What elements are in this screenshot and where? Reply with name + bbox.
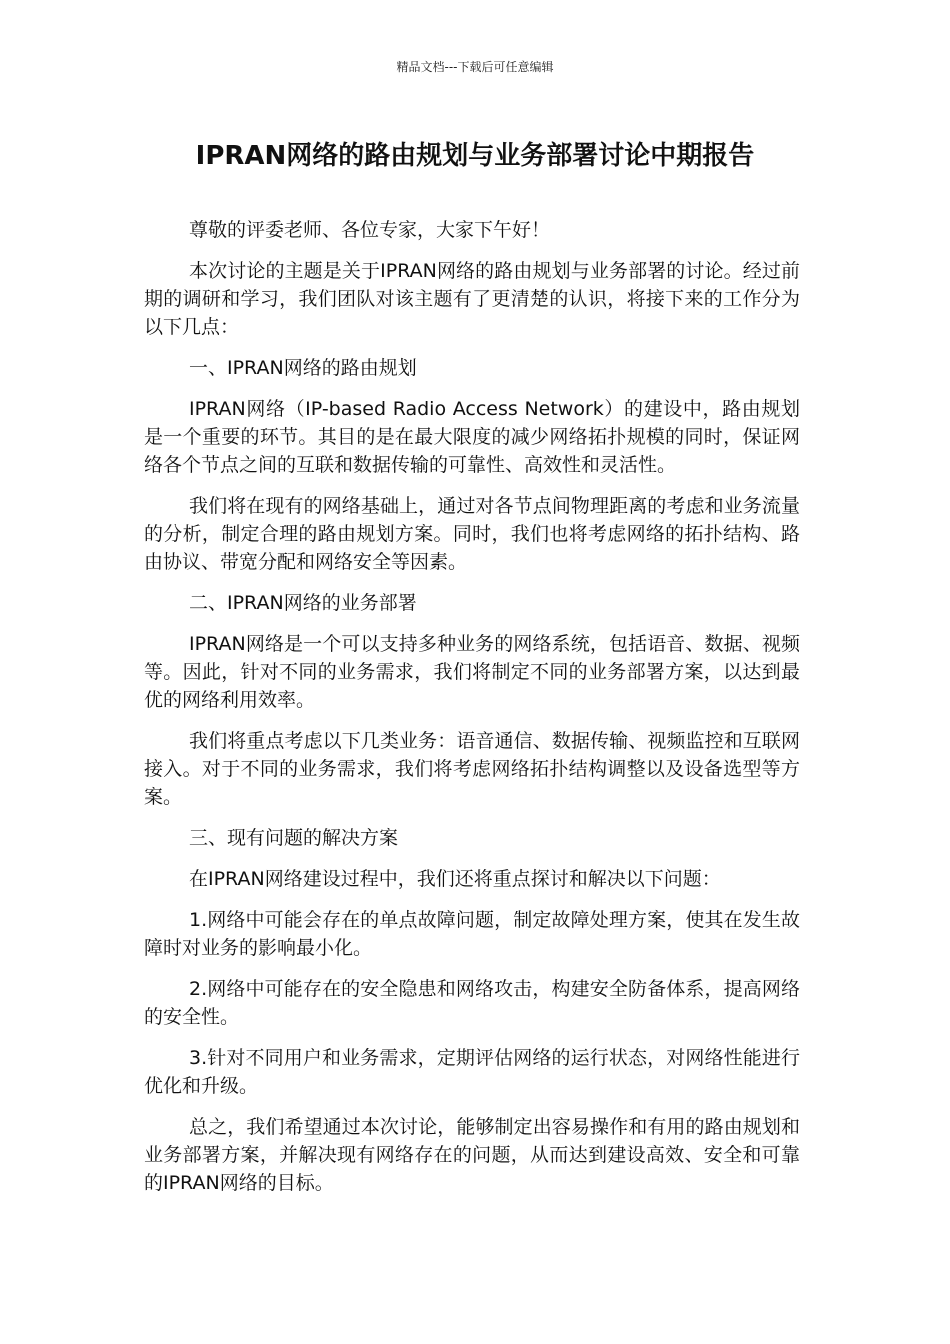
body-paragraph: IPRAN网络（IP-based Radio Access Network）的建设中，路由规划是一个重要的环节。其目的是在最大限度的减少网络拓扑规模的同时，保证网络各个节点之间的互联和数据传输的可靠性、高效性和灵活性。 (144, 398, 800, 476)
list-item: 1.网络中可能会存在的单点故障问题，制定故障处理方案，使其在发生故障时对业务的影响最小化。 (144, 909, 800, 959)
conclusion-paragraph: 总之，我们希望通过本次讨论，能够制定出容易操作和有用的路由规划和业务部署方案，并解决现有网络存在的问题，从而达到建设高效、安全和可靠的IPRAN网络的目标。 (144, 1116, 800, 1194)
section-heading-solutions: 三、现有问题的解决方案 (189, 827, 399, 849)
document-body (144, 216, 800, 1210)
greeting-paragraph: 尊敬的评委老师、各位专家，大家下午好！ (189, 219, 551, 241)
body-paragraph: IPRAN网络是一个可以支持多种业务的网络系统，包括语音、数据、视频等。因此，针对不同的业务需求，我们将制定不同的业务部署方案，以达到最优的网络利用效率。 (144, 633, 800, 711)
body-paragraph: 在IPRAN网络建设过程中，我们还将重点探讨和解决以下问题： (189, 868, 721, 890)
section-heading-routing: 一、IPRAN网络的路由规划 (189, 357, 417, 379)
section-heading-services: 二、IPRAN网络的业务部署 (189, 592, 417, 614)
intro-paragraph: 本次讨论的主题是关于IPRAN网络的路由规划与业务部署的讨论。经过前期的调研和学习，我们团队对该主题有了更清楚的认识，将接下来的工作分为以下几点： (144, 260, 800, 338)
body-paragraph: 我们将在现有的网络基础上，通过对各节点间物理距离的考虑和业务流量的分析，制定合理的路由规划方案。同时，我们也将考虑网络的拓扑结构、路由协议、带宽分配和网络安全等因素。 (144, 495, 800, 573)
body-paragraph: 我们将重点考虑以下几类业务：语音通信、数据传输、视频监控和互联网接入。对于不同的业务需求，我们将考虑网络拓扑结构调整以及设备选型等方案。 (144, 730, 800, 808)
list-item: 2.网络中可能存在的安全隐患和网络攻击，构建安全防备体系，提高网络的安全性。 (144, 978, 800, 1028)
document-title: IPRAN网络的路由规划与业务部署讨论中期报告 (195, 141, 755, 171)
list-item: 3.针对不同用户和业务需求，定期评估网络的运行状态，对网络性能进行优化和升级。 (144, 1047, 800, 1097)
page-header: 精品文档---下载后可任意编辑 (396, 60, 554, 74)
